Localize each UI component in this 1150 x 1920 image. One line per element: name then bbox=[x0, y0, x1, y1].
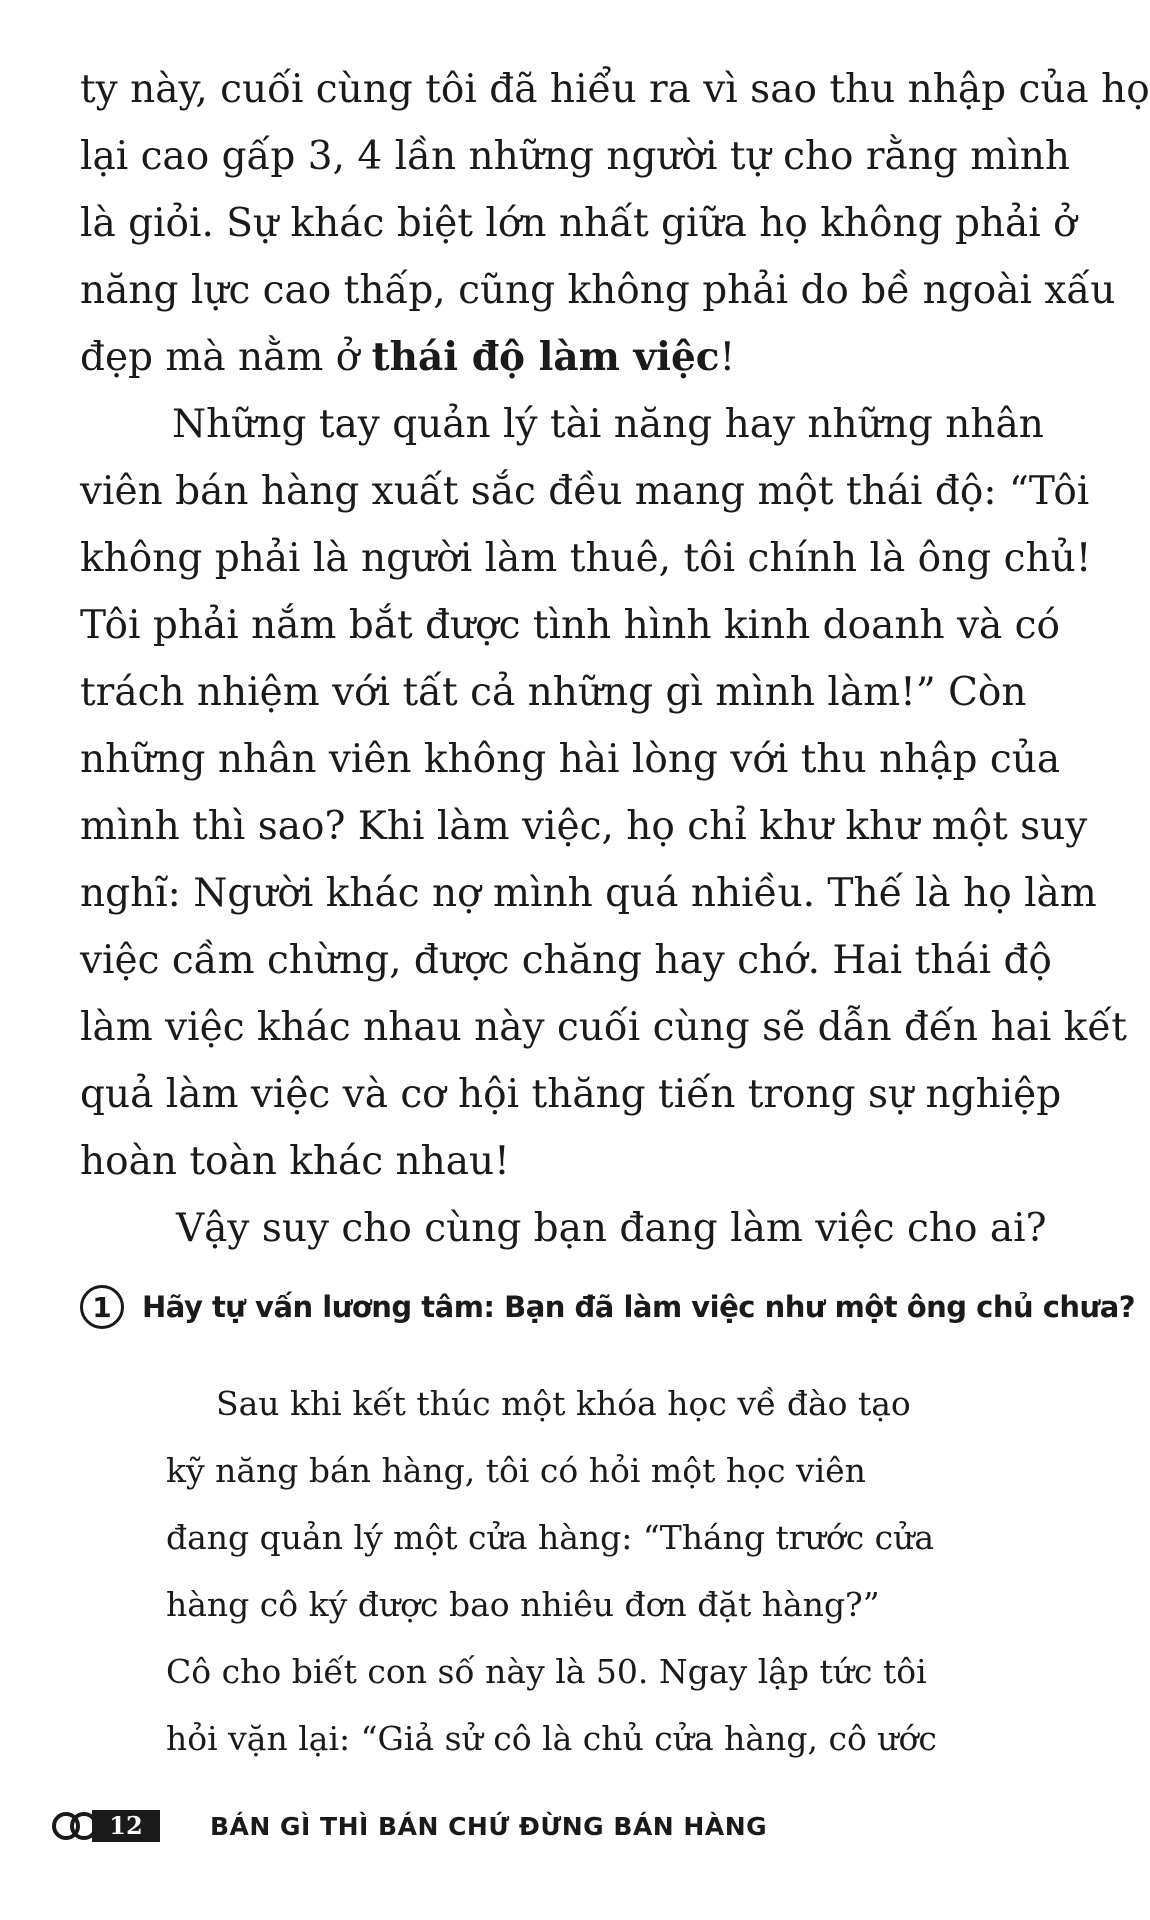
emphasis-text: thái độ làm việc bbox=[371, 334, 720, 380]
paragraph-line: năng lực cao thấp, cũng không phải do bề ngoài xấu bbox=[80, 268, 1116, 313]
footer-ornament-icon bbox=[52, 1808, 162, 1844]
paragraph-line: Cô cho biết con số này là 50. Ngay lập tức tôi bbox=[166, 1652, 927, 1691]
line-text: ! bbox=[719, 335, 736, 380]
paragraph-line: việc cầm chừng, được chăng hay chớ. Hai thái độ bbox=[80, 938, 1052, 983]
section-heading bbox=[80, 1272, 1136, 1342]
paragraph-line: viên bán hàng xuất sắc đều mang một thái độ: “Tôi bbox=[80, 469, 1090, 514]
paragraph-line: Tôi phải nắm bắt được tình hình kinh doanh và có bbox=[80, 603, 1060, 648]
section-number-badge: 1 bbox=[80, 1285, 124, 1329]
paragraph-line: nghĩ: Người khác nợ mình quá nhiều. Thế là họ làm bbox=[80, 871, 1097, 916]
paragraph-line: hoàn toàn khác nhau! bbox=[80, 1139, 510, 1184]
section-title: Hãy tự vấn lương tâm: Bạn đã làm việc như một ông chủ chưa? bbox=[142, 1290, 1136, 1324]
paragraph-line: hỏi vặn lại: “Giả sử cô là chủ cửa hàng, cô ước bbox=[166, 1719, 937, 1758]
paragraph-line: những nhân viên không hài lòng với thu nhập của bbox=[80, 737, 1061, 782]
paragraph-line: Vậy suy cho cùng bạn đang làm việc cho ai? bbox=[176, 1206, 1047, 1251]
page-footer bbox=[52, 1806, 912, 1846]
line-text: đẹp mà nằm ở bbox=[80, 335, 372, 380]
section-body-text bbox=[166, 1370, 937, 1772]
paragraph-line: lại cao gấp 3, 4 lần những người tự cho rằng mình bbox=[80, 134, 1070, 179]
paragraph-line: Sau khi kết thúc một khóa học về đào tạo bbox=[216, 1384, 911, 1423]
paragraph-line: không phải là người làm thuê, tôi chính là ông chủ! bbox=[80, 536, 1092, 581]
paragraph-line: làm việc khác nhau này cuối cùng sẽ dẫn đến hai kết bbox=[80, 1005, 1127, 1050]
paragraph-line: Những tay quản lý tài năng hay những nhân bbox=[172, 402, 1044, 447]
running-title: BÁN GÌ THÌ BÁN CHỨ ĐỪNG BÁN HÀNG bbox=[210, 1811, 768, 1841]
paragraph-line: hàng cô ký được bao nhiêu đơn đặt hàng?” bbox=[166, 1585, 880, 1624]
paragraph-line: là giỏi. Sự khác biệt lớn nhất giữa họ không phải ở bbox=[80, 201, 1077, 246]
paragraph-line: kỹ năng bán hàng, tôi có hỏi một học viên bbox=[166, 1451, 866, 1490]
paragraph-line: đang quản lý một cửa hàng: “Tháng trước cửa bbox=[166, 1518, 935, 1557]
paragraph-line: trách nhiệm với tất cả những gì mình làm!” Còn bbox=[80, 670, 1027, 715]
paragraph-line: mình thì sao? Khi làm việc, họ chỉ khư khư một suy bbox=[80, 804, 1088, 849]
page-number: 12 bbox=[92, 1810, 160, 1842]
body-text bbox=[80, 56, 1150, 1262]
paragraph-line: quả làm việc và cơ hội thăng tiến trong sự nghiệp bbox=[80, 1072, 1062, 1117]
paragraph-line: ty này, cuối cùng tôi đã hiểu ra vì sao thu nhập của họ bbox=[80, 67, 1150, 112]
paragraph-line bbox=[80, 324, 940, 391]
